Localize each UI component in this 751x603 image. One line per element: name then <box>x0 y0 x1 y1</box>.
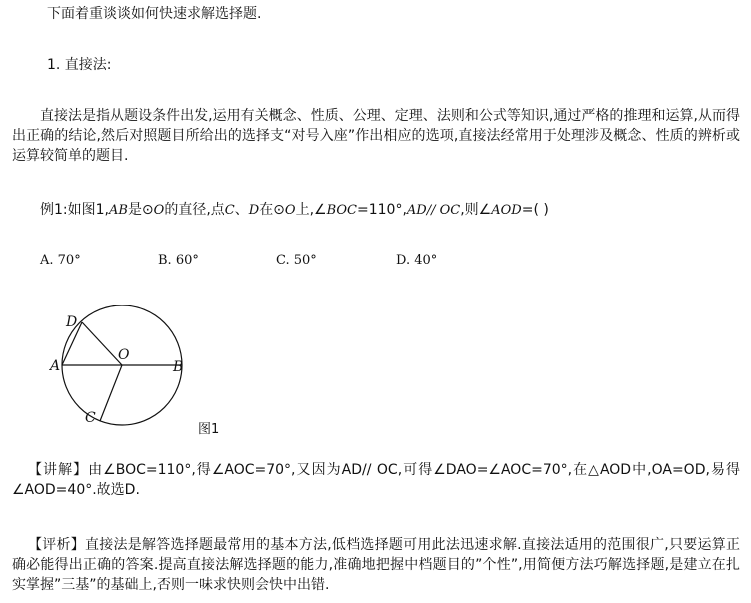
example-text: 例1:如图1, <box>40 202 109 218</box>
comment-paragraph: 【评析】直接法是解答选择题最常用的基本方法,低档选择题可用此法迅速求解.直接法适用的范围很广,只要运算正确必能得出正确的答案.提高直接法解选择题的能力,准确地把握中档题目的”个性”,用简便方法巧解选择题,是建立在扎实掌握”三基”的基础上,否则一味求快则会快中出错. <box>12 537 740 593</box>
example-var-aod: AOD <box>491 203 522 218</box>
section-heading: 1. 直接法: <box>47 57 112 73</box>
direct-method-paragraph: 直接法是指从题设条件出发,运用有关概念、性质、公理、定理、法则和公式等知识,通过严格的推理和运算,从而得出正确的结论,然后对照题目所给出的选择支“对号入座”作出相应的选项,直接法经常用于处理涉及概念、性质的辨析或运算较简单的题目. <box>12 108 740 164</box>
intro-text: 下面着重谈谈如何快速求解选择题. <box>47 6 262 22</box>
example-text: 是⊙ <box>127 202 154 218</box>
example-var-d: D <box>248 203 260 218</box>
label-o: O <box>118 347 130 363</box>
example-question <box>40 202 549 219</box>
figure-caption: 图1 <box>198 422 220 437</box>
example-text: 、 <box>234 202 249 218</box>
example-text: ,则∠ <box>460 202 492 218</box>
explanation-paragraph: 【讲解】由∠BOC=110°,得∠AOC=70°,又因为AD// OC,可得∠DAO=∠AOC=70°,在△AOD中,OA=OD,易得∠AOD=40°.故选D. <box>12 462 740 498</box>
example-var-o: O <box>153 203 165 218</box>
example-text: 上,∠ <box>295 202 327 218</box>
example-var-o2: O <box>284 203 296 218</box>
example-var-ab: AB <box>108 203 128 218</box>
option-d: D. 40° <box>396 253 438 268</box>
example-text: =( ) <box>521 202 549 218</box>
label-b: B <box>173 359 184 375</box>
label-a: A <box>50 358 61 374</box>
radius-od <box>82 322 122 365</box>
example-text: 的直径,点 <box>164 202 225 218</box>
radius-oc <box>100 365 122 421</box>
option-a: A. 70° <box>40 253 81 268</box>
example-var-ad-oc: AD// OC <box>406 203 461 218</box>
example-var-c: C <box>224 203 235 218</box>
example-text: 在⊙ <box>259 202 285 218</box>
option-c: C. 50° <box>276 253 317 268</box>
label-c: C <box>85 410 96 426</box>
label-d: D <box>66 314 78 330</box>
option-b: B. 60° <box>158 253 199 268</box>
example-text: =110°, <box>357 202 407 218</box>
example-var-boc: BOC <box>326 203 358 218</box>
